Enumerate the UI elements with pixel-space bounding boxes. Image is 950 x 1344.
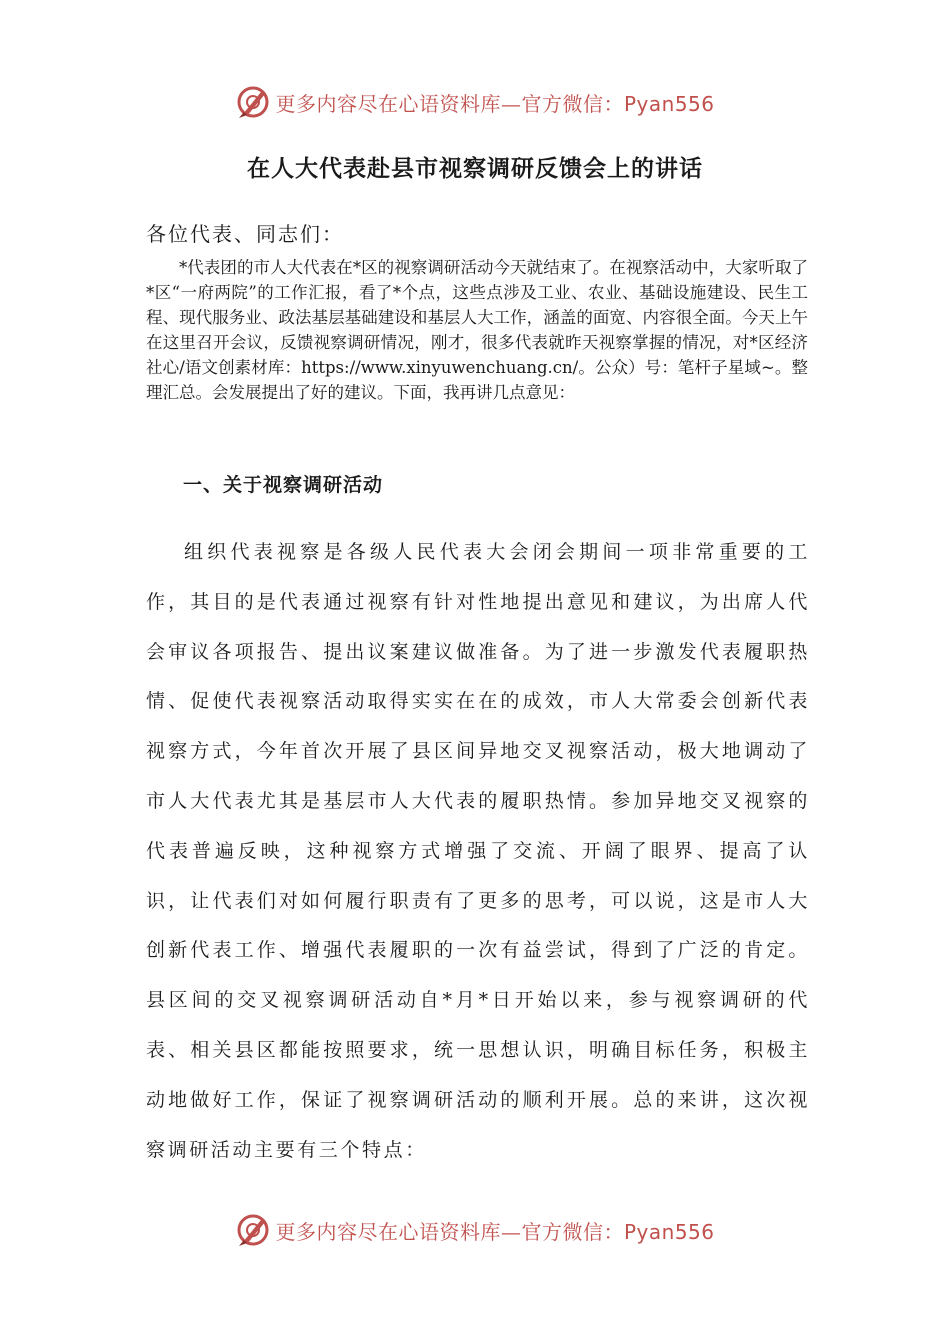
document-title: 在人大代表赴县市视察调研反馈会上的讲话 (247, 155, 703, 182)
footer-banner (0, 1210, 950, 1250)
intro-paragraph: *代表团的市人大代表在*区的视察调研活动今天就结束了。在视察活动中，大家听取了*区“一府两院”的工作汇报，看了*个点，这些点涉及工业、农业、基础设施建设、民生工程、现代服务业、政法基层基础建设和基层人大工作，涵盖的面宽、内容很全面。今天上午在这里召开会议，反馈视察调研情况，刚才，很多代表就昨天视察掌握的情况，对*区经济社心/语文创素材库：https://www.xinyuwenchuang.cn/。公众）号：笔杆子星域~。整理汇总。会发展提出了好的建议。下面，我再讲几点意见： (146, 258, 808, 402)
section-heading: 一、关于视察调研活动 (183, 474, 384, 496)
pen-circle-logo-icon (235, 84, 271, 120)
banner-text: 更多内容尽在心语资料库—官方微信：Pyan556 (275, 91, 715, 116)
header-banner (0, 82, 950, 122)
pen-circle-logo-icon (235, 1212, 271, 1248)
banner-text: 更多内容尽在心语资料库—官方微信：Pyan556 (275, 1219, 715, 1244)
salutation: 各位代表、同志们： (146, 222, 344, 246)
body-paragraph: 组织代表视察是各级人民代表大会闭会期间一项非常重要的工作，其目的是代表通过视察有针对性地提出意见和建议，为出席人代会审议各项报告、提出议案建议做准备。为了进一步激发代表履职热情、促使代表视察活动取得实实在在的成效，市人大常委会创新代表视察方式，今年首次开展了县区间异地交叉视察活动，极大地调动了市人大代表尤其是基层市人大代表的履职热情。参加异地交叉视察的代表普遍反映，这种视察方式增强了交流、开阔了眼界、提高了认识，让代表们对如何履行职责有了更多的思考，可以说，这是市人大创新代表工作、增强代表履职的一次有益尝试，得到了广泛的肯定。县区间的交叉视察调研活动自*月*日开始以来，参与视察调研的代表、相关县区都能按照要求，统一思想认识，明确目标任务，积极主动地做好工作，保证了视察调研活动的顺利开展。总的来讲，这次视察调研活动主要有三个特点： (146, 541, 810, 1161)
